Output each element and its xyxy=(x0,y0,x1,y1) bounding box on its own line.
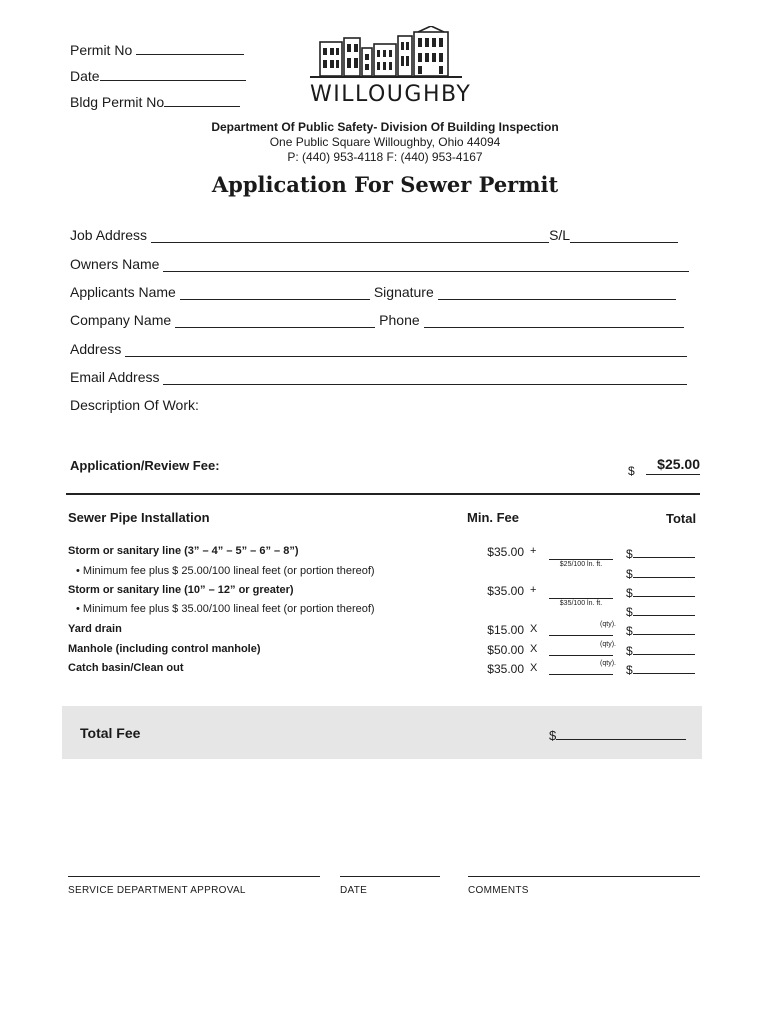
total-fee-currency: $ xyxy=(549,728,557,743)
page-title: Application For Sewer Permit xyxy=(211,172,559,197)
row-total-currency: $ xyxy=(626,567,633,581)
table-row-fee: $35.00 xyxy=(487,662,524,676)
job-address-input[interactable] xyxy=(151,228,549,243)
job-address-label: Job Address xyxy=(70,227,148,243)
company-name-input[interactable] xyxy=(175,313,375,328)
table-row-operator: X xyxy=(530,662,538,674)
application-fee-value: $25.00 xyxy=(646,456,700,475)
row-total[interactable] xyxy=(626,546,700,561)
department-address: One Public Square Willoughby, Ohio 44094 xyxy=(269,135,501,149)
col-header-item: Sewer Pipe Installation xyxy=(68,510,210,525)
address-label: Address xyxy=(70,341,122,357)
row-total[interactable] xyxy=(626,566,700,581)
qty-note: (qty). xyxy=(600,660,616,667)
row-total[interactable] xyxy=(626,643,700,658)
email-input[interactable] xyxy=(163,370,687,385)
city-skyline-icon xyxy=(310,26,462,82)
table-row-label: Yard drain xyxy=(68,623,122,635)
description-row[interactable] xyxy=(70,395,199,413)
permit-no-input[interactable] xyxy=(136,40,244,55)
email-label: Email Address xyxy=(70,369,160,385)
job-address-row xyxy=(70,225,682,243)
comments-label: COMMENTS xyxy=(468,885,529,896)
table-row-operator: + xyxy=(530,584,537,596)
company-row xyxy=(70,310,688,328)
bldg-permit-no-field[interactable] xyxy=(70,92,240,110)
rate-note: $35/100 ln. ft. xyxy=(559,600,603,607)
row-total-currency: $ xyxy=(626,663,633,677)
table-row-fee: $35.00 xyxy=(487,545,524,559)
applicants-row xyxy=(70,282,680,300)
table-row-label: Catch basin/Clean out xyxy=(68,662,184,674)
table-row-label: Storm or sanitary line (10” – 12” or greater) xyxy=(68,584,294,596)
service-approval-label: SERVICE DEPARTMENT APPROVAL xyxy=(68,885,246,896)
table-row-label: Storm or sanitary line (3” – 4” – 5” – 6” – 8”) xyxy=(68,545,299,557)
row-total[interactable] xyxy=(626,623,700,638)
col-header-total: Total xyxy=(666,511,697,526)
comments-line[interactable] xyxy=(468,876,700,877)
length-input[interactable] xyxy=(549,547,613,560)
email-row xyxy=(70,367,691,385)
qty-note: (qty). xyxy=(600,621,616,628)
owners-name-label: Owners Name xyxy=(70,256,160,272)
department-name: Department Of Public Safety- Division Of Building Inspection xyxy=(211,120,559,134)
row-total[interactable] xyxy=(626,585,700,600)
col-header-min-fee: Min. Fee xyxy=(467,510,520,525)
section-divider xyxy=(66,493,700,495)
applicants-name-input[interactable] xyxy=(180,285,370,300)
signature-input[interactable] xyxy=(438,285,676,300)
date-label: Date xyxy=(70,68,100,84)
permit-no-label: Permit No xyxy=(70,42,133,58)
owners-name-input[interactable] xyxy=(163,257,689,272)
table-row-note: • Minimum fee plus $ 35.00/100 lineal feet (or portion thereof) xyxy=(76,603,375,615)
table-row-operator: X xyxy=(530,623,538,635)
table-row-fee: $50.00 xyxy=(487,643,524,657)
table-row-operator: X xyxy=(530,643,538,655)
logo-wordmark: WILLOUGHBY xyxy=(310,82,472,107)
length-input[interactable] xyxy=(549,586,613,599)
applicants-name-label: Applicants Name xyxy=(70,284,176,300)
row-total-currency: $ xyxy=(626,605,633,619)
sl-input[interactable] xyxy=(570,228,678,243)
willoughby-logo xyxy=(310,26,472,107)
department-block xyxy=(0,120,770,165)
bldg-permit-no-label: Bldg Permit No xyxy=(70,94,165,110)
row-total-currency: $ xyxy=(626,624,633,638)
date-field[interactable] xyxy=(70,66,246,84)
permit-no-field[interactable] xyxy=(70,40,244,58)
table-row-fee: $15.00 xyxy=(487,623,524,637)
total-fee-label: Total Fee xyxy=(80,725,141,741)
table-row-label: Manhole (including control manhole) xyxy=(68,643,261,655)
table-row-fee: $35.00 xyxy=(487,584,524,598)
application-fee-currency: $ xyxy=(628,464,635,478)
service-approval-line[interactable] xyxy=(68,876,320,877)
owners-name-row xyxy=(70,254,693,272)
address-row xyxy=(70,339,691,357)
row-total-currency: $ xyxy=(626,644,633,658)
application-fee-label: Application/Review Fee: xyxy=(70,458,220,473)
total-fee-amount[interactable] xyxy=(549,727,686,743)
date-line[interactable] xyxy=(340,876,440,877)
bldg-permit-no-input[interactable] xyxy=(164,92,240,107)
sl-label: S/L xyxy=(549,227,571,243)
date-label: DATE xyxy=(340,885,368,896)
description-label: Description Of Work: xyxy=(70,397,199,413)
department-phone: P: (440) 953-4118 F: (440) 953-4167 xyxy=(287,150,483,164)
table-row-operator: + xyxy=(530,545,537,557)
date-input[interactable] xyxy=(100,66,246,81)
rate-note: $25/100 ln. ft. xyxy=(559,561,603,568)
row-total[interactable] xyxy=(626,662,700,677)
row-total[interactable] xyxy=(626,604,700,619)
company-name-label: Company Name xyxy=(70,312,172,328)
table-row-note: • Minimum fee plus $ 25.00/100 lineal feet (or portion thereof) xyxy=(76,565,375,577)
qty-note: (qty). xyxy=(600,641,616,648)
phone-input[interactable] xyxy=(424,313,684,328)
signature-label: Signature xyxy=(373,284,434,300)
row-total-currency: $ xyxy=(626,586,633,600)
row-total-currency: $ xyxy=(626,547,633,561)
address-input[interactable] xyxy=(125,342,687,357)
phone-label: Phone xyxy=(379,312,420,328)
